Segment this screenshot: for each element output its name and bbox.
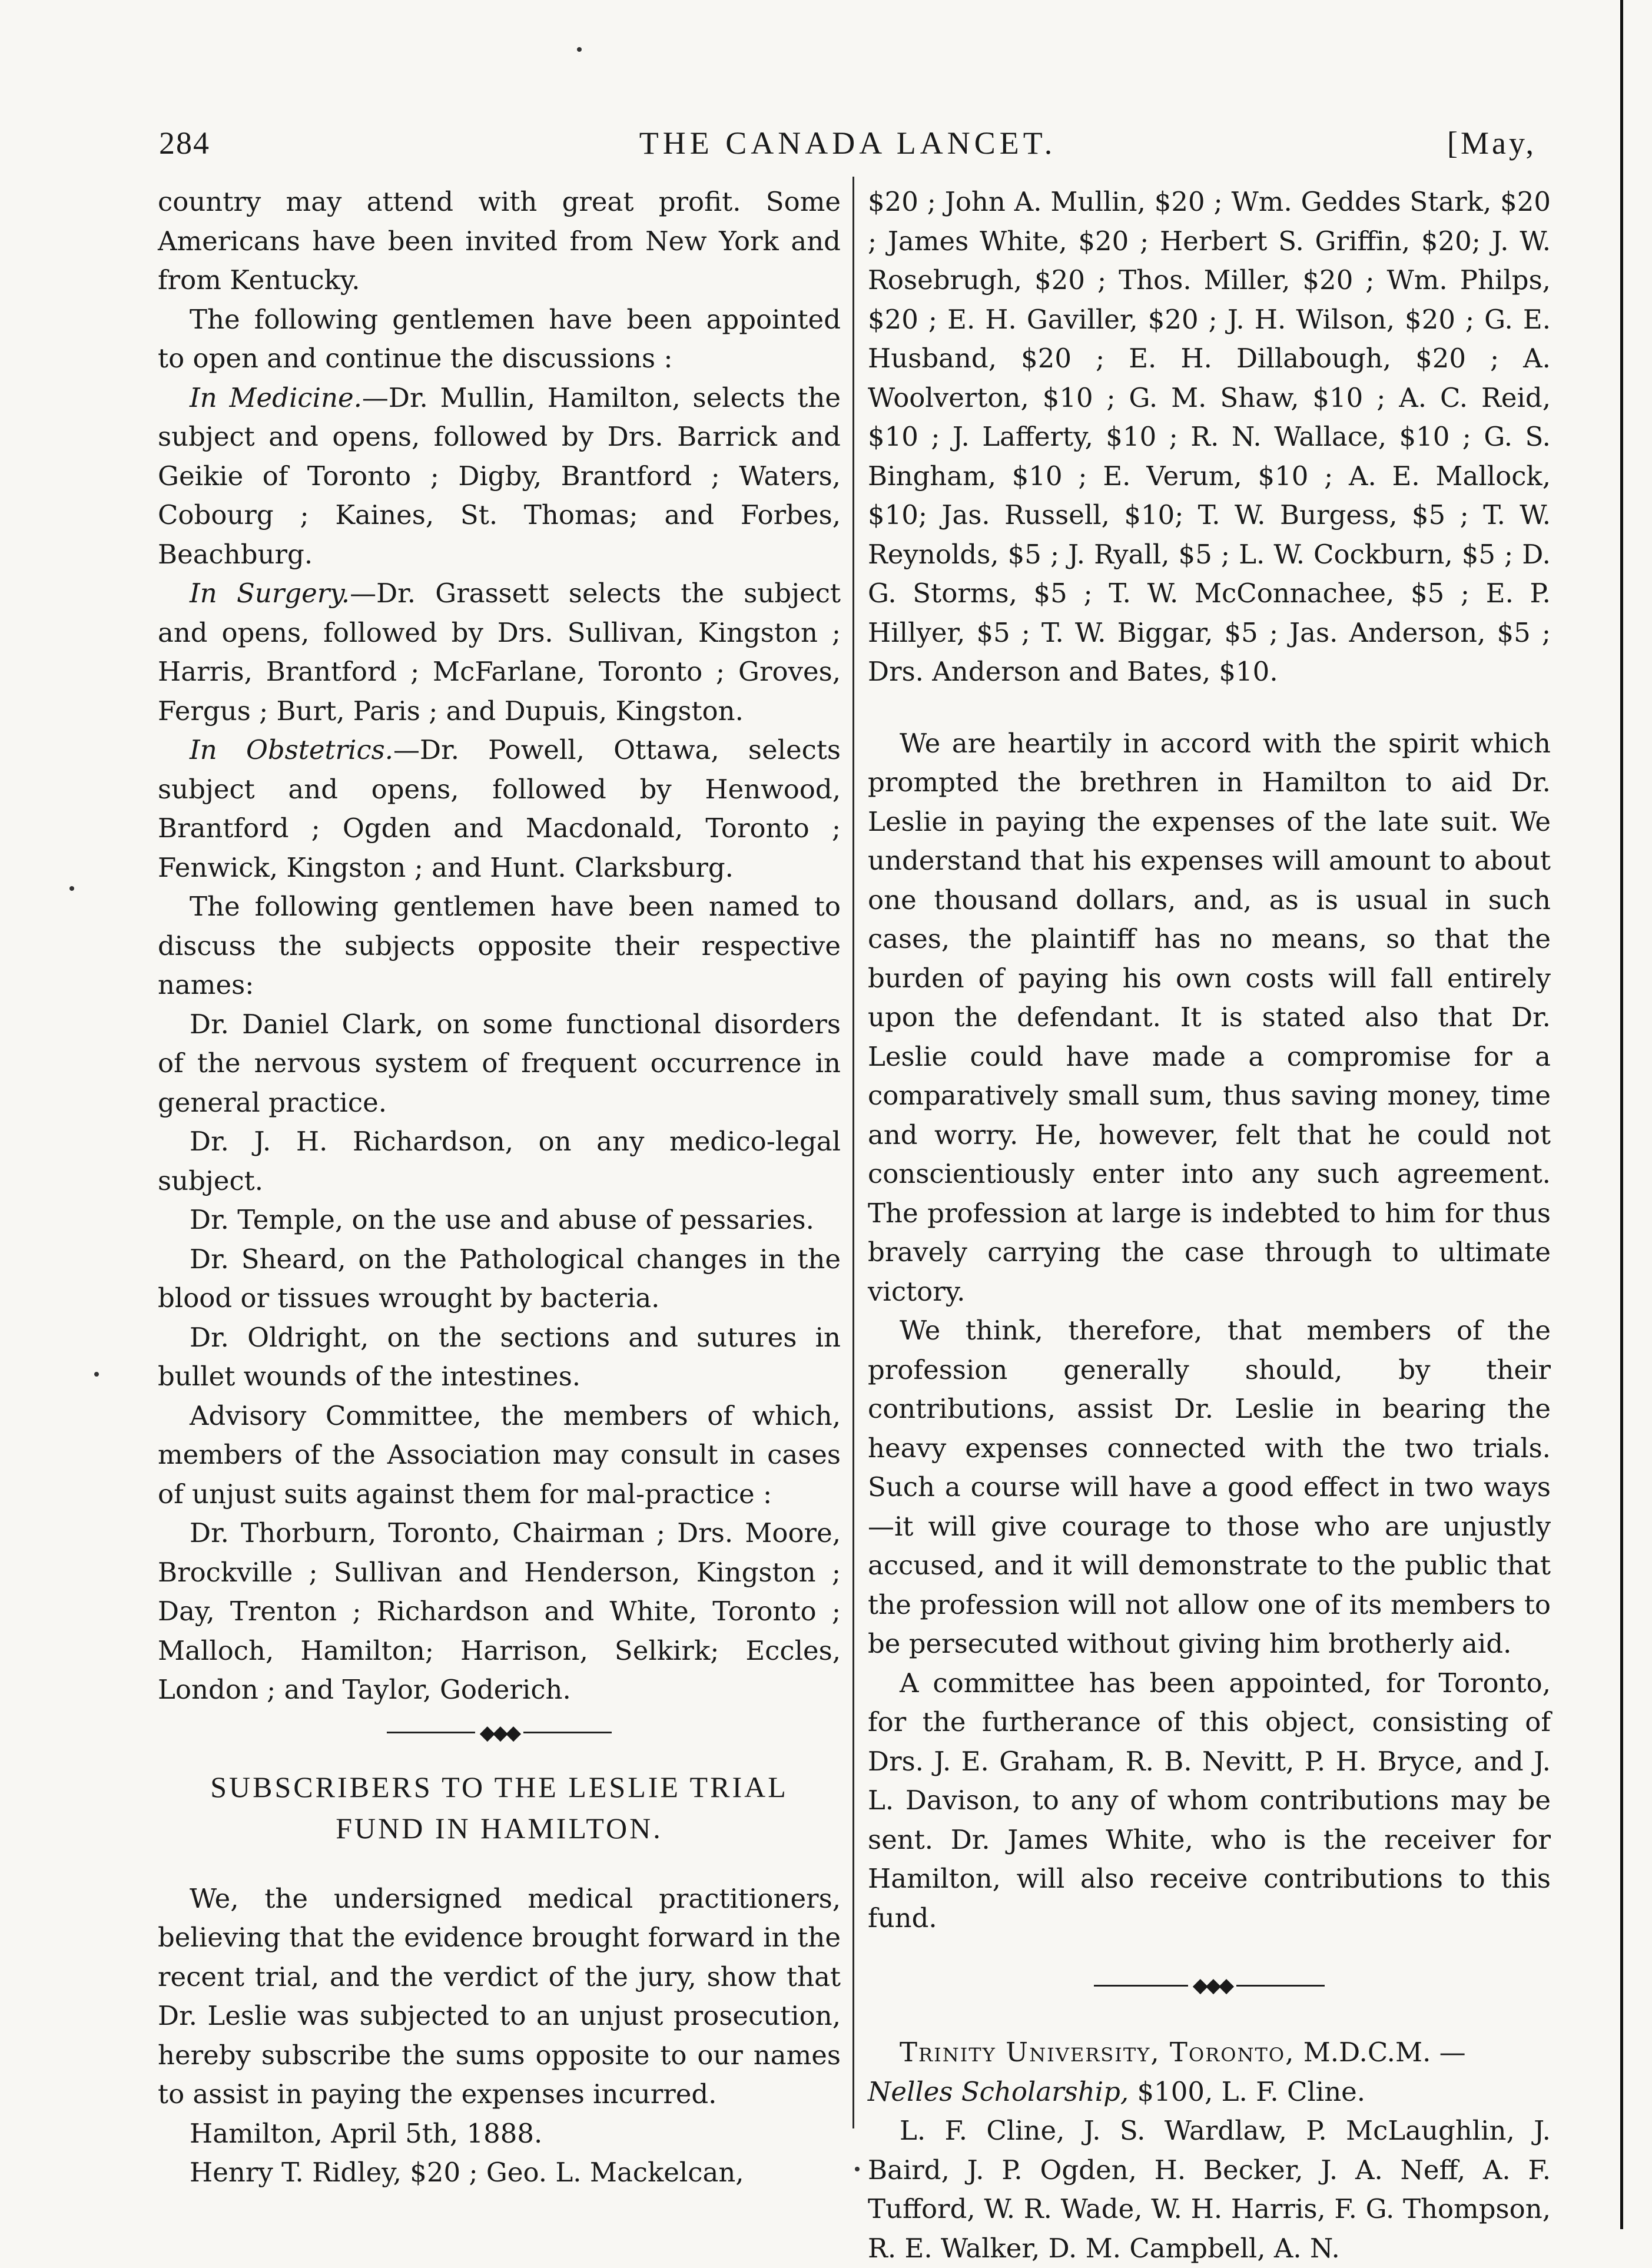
- paragraph: We are heartily in accord with the spirit which prompted the brethren in Hamilton to aid Dr. Leslie in paying the expenses of the late suit. We understand that his expenses will amount to about one thousand dollars, and, as is usual in such cases, the plaintiff has no means, so that the burden of paying his own costs will fall entirely upon the defendant. It is stated also that Dr. Leslie could have made a compromise for a comparatively small sum, thus saving money, time and worry. He, however, felt that he could not conscientiously enter into any such agreement. The profession at large is indebted to him for thus bravely carrying the case through to ultimate victory.: [868, 727, 1551, 1307]
- section-heading: [158, 1766, 841, 1849]
- subscriber-list: $20 ; John A. Mullin, $20 ; Wm. Geddes Stark, $20 ; James White, $20 ; Herbert S. Griffin, $20; J. W. Rosebrugh, $20 ; Thos. Miller, $20 ; Wm. Philps, $20 ; E. H. Gaviller, $20 ; J. H. Wilson, $20 ; G. E. Husband, $20 ; E. H. Dillabough, $20 ; A. Woolverton, $10 ; G. M. Shaw, $10 ; A. C. Reid, $10 ; J. Lafferty, $10 ; R. N. Wallace, $10 ; G. S. Bingham, $10 ; E. Verum, $10 ; A. E. Mallock, $10; Jas. Russell, $10; T. W. Burgess, $5 ; T. W. Reynolds, $5 ; J. Ryall, $5 ; L. W. Cockburn, $5 ; D. G. Storms, $5 ; T. W. McConnachee, $5 ; E. P. Hillyer, $5 ; T. W. Biggar, $5 ; Jas. Anderson, $5 ; Drs. Anderson and Bates, $10.: [868, 186, 1551, 687]
- section-ornament: ◆◆◆: [868, 1971, 1551, 2000]
- paragraph: We think, therefore, that members of the profession generally should, by their contributions, assist Dr. Leslie in bearing the heavy expenses connected with the two trials. Such a course will have a good effect in two ways—it will give courage to those who are unjustly accused, and it will demonstrate to the public that the profession will not allow one of its members to be persecuted without giving him brotherly aid.: [868, 1315, 1551, 1659]
- scholarship-detail: $100, L. F. Cline.: [1129, 2075, 1366, 2107]
- paragraph: Dr. J. H. Richardson, on any medico-legal subject.: [158, 1126, 841, 1196]
- section-heading-line2: FUND IN HAMILTON.: [336, 1811, 663, 1845]
- right-column: [868, 183, 1551, 2268]
- paragraph: Dr. Thorburn, Toronto, Chairman ; Drs. Moore, Brockville ; Sullivan and Henderson, Kingston ; Day, Trenton ; Richardson and White, Toronto ; Malloch, Hamilton; Harrison, Selkirk; Eccles, London ; and Taylor, Goderich.: [158, 1517, 841, 1705]
- institution-name: Trinity University, Toronto,: [900, 2037, 1295, 2068]
- issue-month: [May,: [1447, 125, 1537, 161]
- section-heading-line1: SUBSCRIBERS TO THE LESLIE TRIAL: [210, 1770, 788, 1803]
- section-label: In Obstetrics.: [190, 734, 394, 765]
- journal-title: THE CANADA LANCET.: [639, 125, 1057, 161]
- paragraph-medicine: [158, 379, 841, 575]
- paragraph: Dr. Temple, on the use and abuse of pessaries.: [190, 1204, 814, 1235]
- scholarship-name: Nelles Scholarship,: [868, 2075, 1129, 2107]
- paragraph: Dr. Daniel Clark, on some functional disorders of the nervous system of frequent occurrence in general practice.: [158, 1008, 841, 1118]
- running-header: [159, 125, 1537, 172]
- column-divider: [852, 177, 854, 2128]
- paragraph-text: —Dr. Mullin, Hamilton, selects the subject and opens, followed by Drs. Barrick and Geikie of Toronto ; Digby, Brantford ; Waters, Cobourg ; Kaines, St. Thomas; and Forbes, Beachburg.: [158, 382, 841, 570]
- paragraph: The following gentlemen have been named to discuss the subjects opposite their respective names:: [158, 891, 841, 1000]
- paragraph-obstetrics: [158, 731, 841, 887]
- scan-speck: [69, 886, 74, 891]
- left-column: [158, 183, 841, 2193]
- scan-speck: [577, 47, 582, 52]
- paragraph: We, the undersigned medical practitioners, believing that the evidence brought forward in the recent trial, and the verdict of the jury, show that Dr. Leslie was subjected to an unjust prosecution, hereby subscribe the sums opposite to our names to assist in paying the expenses incurred.: [158, 1882, 841, 2110]
- trinity-notice: [868, 2033, 1551, 2111]
- dateline: Hamilton, April 5th, 1888.: [190, 2117, 543, 2149]
- paragraph: Henry T. Ridley, $20 ; Geo. L. Mackelcan,: [190, 2157, 744, 2188]
- scan-speck: [94, 1372, 99, 1377]
- paragraph: country may attend with great profit. Some Americans have been invited from New York and from Kentucky.: [158, 186, 841, 296]
- page-edge-line: [1620, 0, 1623, 2229]
- paragraph: Dr. Sheard, on the Pathological changes in the blood or tissues wrought by bacteria.: [158, 1243, 841, 1314]
- paragraph: Dr. Oldright, on the sections and sutures in bullet wounds of the intestines.: [158, 1321, 841, 1392]
- paragraph-text: —Dr. Grassett selects the subject and opens, followed by Drs. Sullivan, Kingston ; Harris, Brantford ; McFarlane, Toronto ; Groves, Fergus ; Burt, Paris ; and Dupuis, Kingston.: [158, 578, 841, 727]
- section-label: In Surgery.: [190, 578, 350, 609]
- paragraph: A committee has been appointed, for Toronto, for the furtherance of this object, consisting of Drs. J. E. Graham, R. B. Nevitt, P. H. Bryce, and J. L. Davison, to any of whom contributions may be sent. Dr. James White, who is the receiver for Hamilton, will also receive contributions to this fund.: [868, 1667, 1551, 1934]
- paragraph-text: —Dr. Powell, Ottawa, selects subject and opens, followed by Henwood, Brantford ; Ogden and Macdonald, Toronto ; Fenwick, Kingston ; and Hunt. Clarksburg.: [158, 734, 841, 883]
- page-number: 284: [159, 125, 210, 161]
- section-ornament: ◆◆◆: [158, 1718, 841, 1748]
- scan-speck: [855, 2167, 860, 2171]
- section-label: In Medicine.: [190, 382, 362, 413]
- graduate-list: L. F. Cline, J. S. Wardlaw, P. McLaughlin, J. Baird, J. P. Ogden, H. Becker, J. A. Neff, A. F. Tufford, W. R. Wade, W. H. Harris, F. G. Thompson, R. E. Walker, D. M. Campbell, A. N.: [868, 2115, 1551, 2264]
- paragraph-surgery: [158, 574, 841, 731]
- degree: M.D.C.M. —: [1295, 2037, 1466, 2068]
- paragraph: Advisory Committee, the members of which, members of the Association may consult in cases of unjust suits against them for mal-practice :: [158, 1400, 841, 1510]
- paragraph: The following gentlemen have been appointed to open and continue the discussions :: [158, 303, 841, 374]
